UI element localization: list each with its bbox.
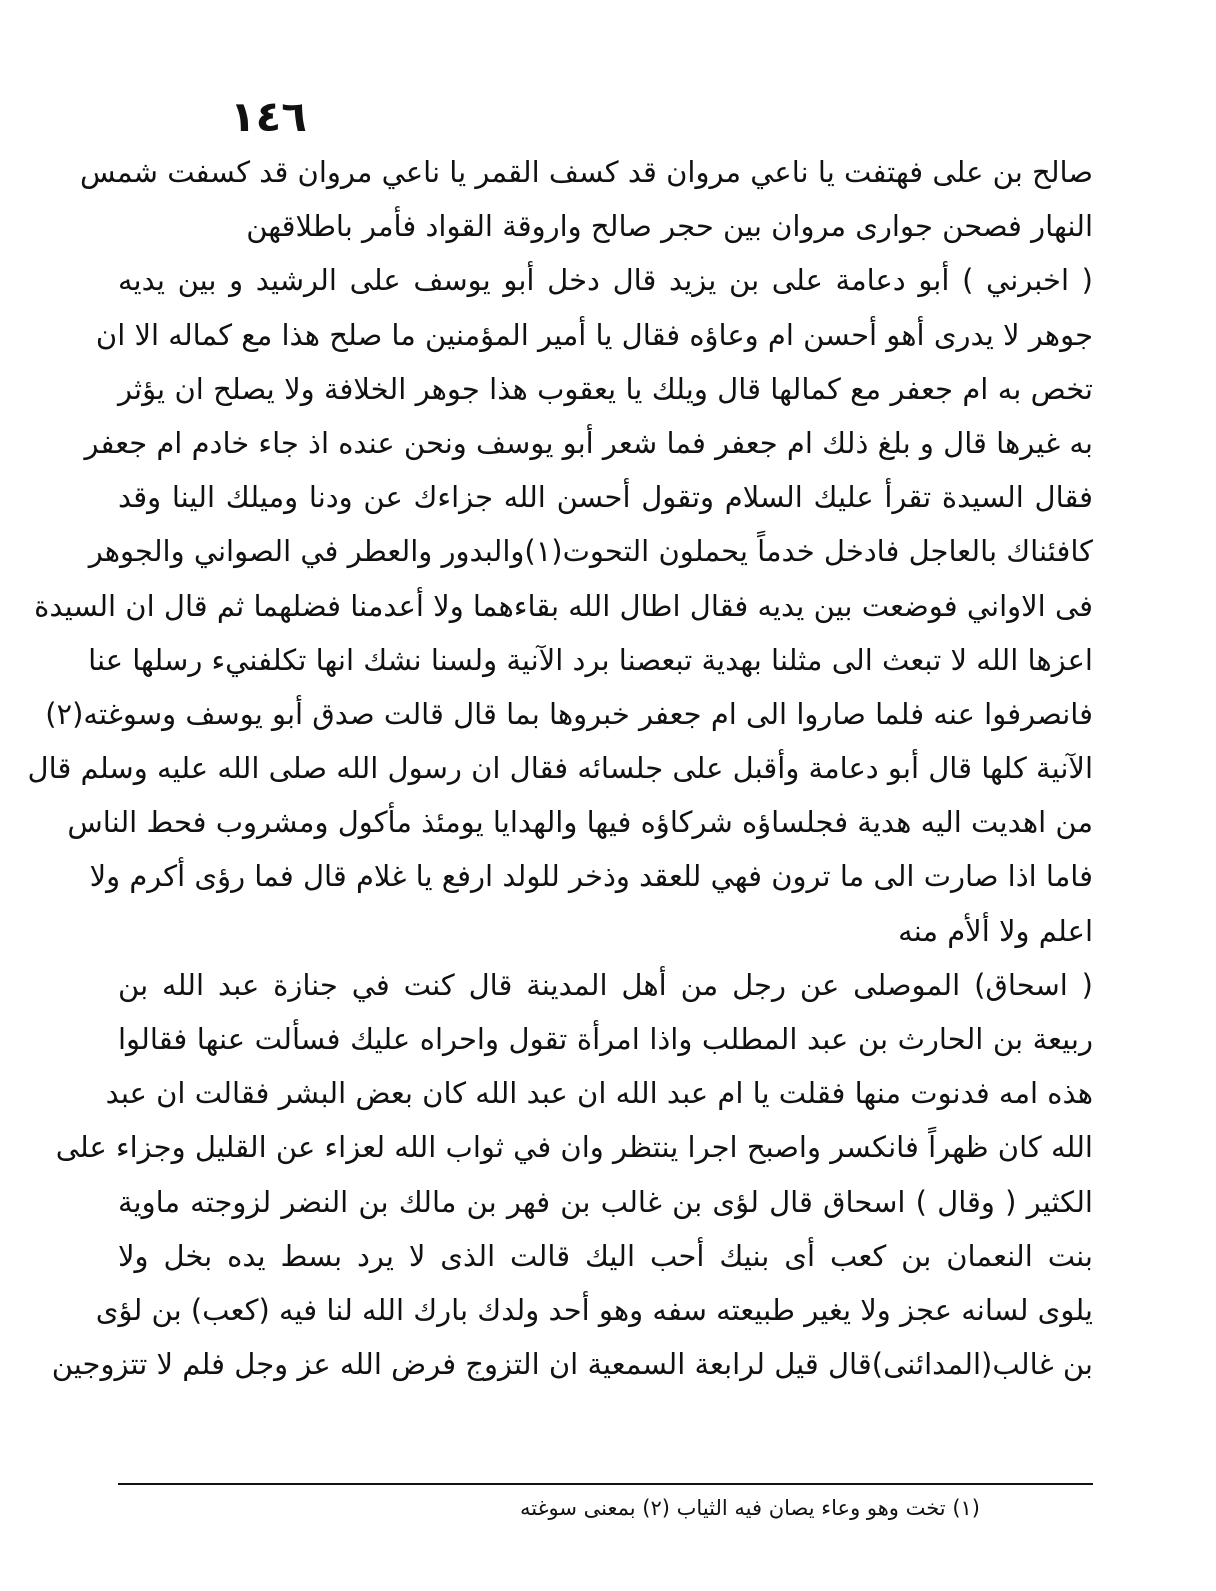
text-line: به غيرها قال و بلغ ذلك ام جعفر فما شعر أبو يوسف ونحن عنده اذ جاء خادم ام جعفر [84,425,1093,460]
text-line: بنت النعمان بن كعب أى بنيك أحب اليك قالت الذى لا يرد بسط يده بخل ولا [118,1238,1093,1273]
text-line: هذه امه فدنوت منها فقلت يا ام عبد الله ان عبد الله كان بعض البشر فقالت ان عبد [105,1076,1093,1111]
text-line: فقال السيدة تقرأ عليك السلام وتقول أحسن الله جزاءك عن ودنا وميلك الينا وقد [118,480,1093,515]
text-line: تخص به ام جعفر مع كمالها قال ويلك يا يعقوب هذا جوهر الخلافة ولا يصلح ان يؤثر [118,371,1093,406]
text-line: فاما اذا صارت الى ما ترون فهي للعقد وذخر للولد ارفع يا غلام قال فما رؤى أكرم ولا [89,859,1093,894]
text-line: ( اخبرني ) أبو دعامة على بن يزيد قال دخل أبو يوسف على الرشيد و بين يديه [118,263,1093,298]
footnote-rule [118,1483,1093,1485]
text-line: الآنية كلها قال أبو دعامة وأقبل على جلسائه فقال ان رسول الله صلى الله عليه وسلم قال [27,751,1093,786]
text-line: جوهر لا يدرى أهو أحسن ام وعاؤه فقال يا أمير المؤمنين ما صلح هذا مع كماله الا ان [95,317,1093,352]
text-line: بن غالب(المدائنى)قال قيل لرابعة السمعية ان التزوج فرض الله عز وجل فلم لا تتزوجين [51,1347,1093,1382]
page-number: ١٤٦ [230,92,307,141]
text-line: كافئناك بالعاجل فادخل خدماً يحملون التحوت(١)والبدور والعطر في الصواني والجوهر [88,534,1093,569]
text-line: الله كان ظهراً فانكسر واصبح اجرا ينتظر وان في ثواب الله لعزاء عن القليل وجزاء على [55,1130,1093,1165]
text-line: صالح بن على فهتفت يا ناعي مروان قد كسف القمر يا ناعي مروان قد كسفت شمس [79,155,1093,189]
text-line: فانصرفوا عنه فلما صاروا الى ام جعفر خبروها بما قال قالت صدق أبو يوسف وسوغته(٢) [45,696,1093,731]
text-line: ربيعة بن الحارث بن عبد المطلب واذا امرأة تقول واحراه عليك فسألت عنها فقالوا [118,1022,1093,1056]
body-text [27,145,1093,1391]
text-line: فى الاواني فوضعت بين يديه فقال اطال الله بقاءهما ولا أعدمنا فضلهما ثم قال ان السيدة [34,588,1093,623]
text-line: ( اسحاق) الموصلى عن رجل من أهل المدينة قال كنت في جنازة عبد الله بن [118,967,1093,1002]
footnote: (١) تخت وهو وعاء يصان فيه الثياب (٢) بمعنى سوغته [519,1496,980,1520]
text-line: النهار فصحن جوارى مروان بين حجر صالح واروقة القواد فأمر باطلاقهن [246,209,1093,244]
text-line: اعلم ولا ألأم منه [898,913,1093,948]
text-line: يلوى لسانه عجز ولا يغير طبيعته سفه وهو أحد ولدك بارك الله لنا فيه (كعب) بن لؤى [95,1292,1093,1327]
text-line: من اهديت اليه هدية فجلساؤه شركاؤه فيها والهدايا يومئذ مأكول ومشروب فحط الناس [67,805,1093,840]
text-line: الكثير ( وقال ) اسحاق قال لؤى بن غالب بن فهر بن مالك بن النضر لزوجته ماوية [118,1184,1093,1219]
text-line: اعزها الله لا تبعث الى مثلنا بهدية تبعصنا برد الآنية ولسنا نشك انها تكلفنيء رسلها عنا [88,642,1093,677]
